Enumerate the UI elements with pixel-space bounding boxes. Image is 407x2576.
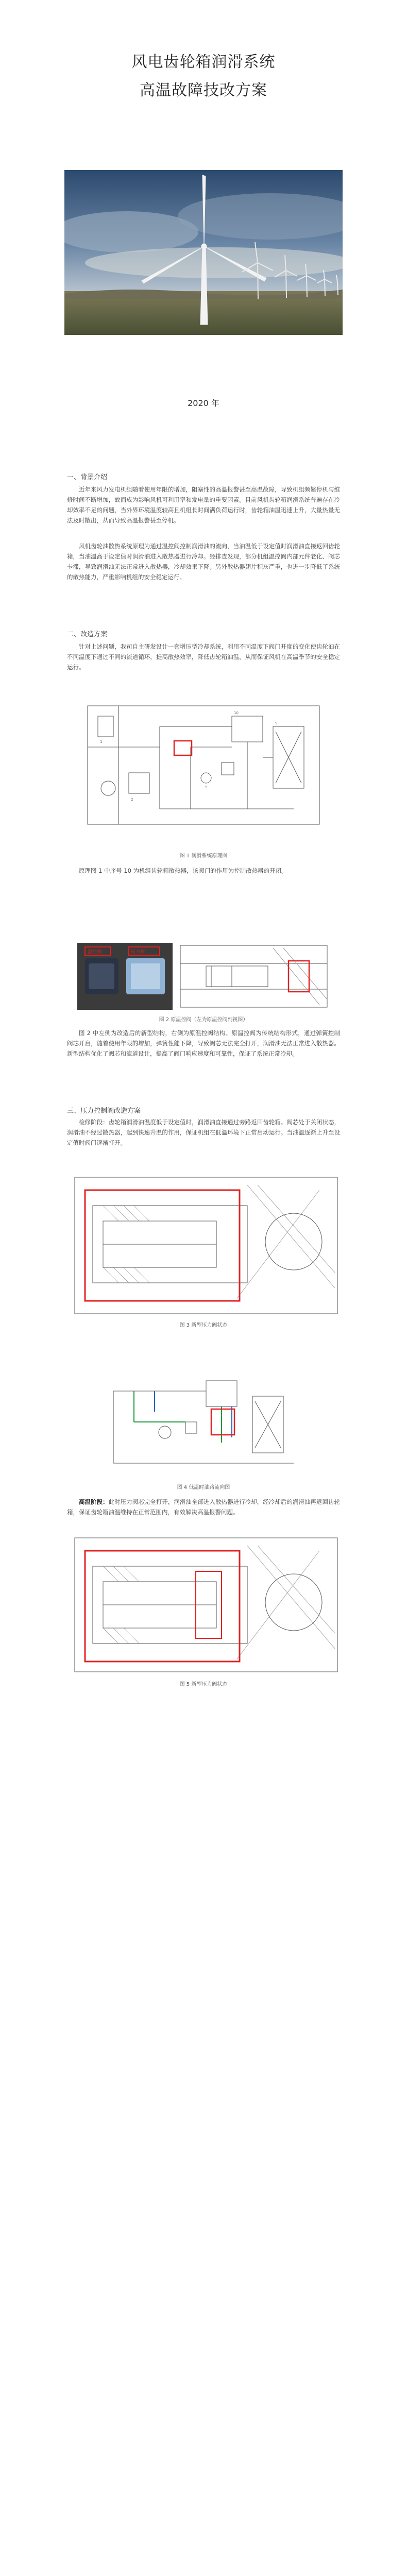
high-temp-text: 此时压力阀芯完全打开，润滑油全部进入散热器进行冷却，经冷却后的润滑油再返回齿轮箱，保证齿轮箱油温维持在正常范围内，有效解决高温报警问题。 [67, 1498, 341, 1516]
figure-2-valves [77, 943, 330, 1010]
svg-text:9: 9 [275, 721, 278, 725]
svg-text:5: 5 [205, 785, 208, 789]
doc-title-line1: 风电齿轮箱润滑系统 [131, 53, 276, 71]
section-heading-pressure-valve: 三、压力控制阀改造方案 [67, 1107, 141, 1115]
wind-farm-photo [64, 170, 343, 335]
section-heading-background: 一、背景介绍 [67, 473, 108, 481]
figure-4-flow-diagram [103, 1360, 304, 1476]
svg-text:10: 10 [234, 711, 239, 715]
paragraph-plan-3: 图 2 中左侧为改造后的新型结构，右侧为原温控阀结构。原温控阀为传统结构形式，通过弹簧控制阀芯开启，随着使用年限的增加，弹簧性能下降，导致阀芯无法完全打开，润滑油无法正常进入散热器。新型结构优化了阀芯和流道设计，提高了阀门响应速度和可靠性，保证了系统正常冷却。 [67, 1029, 340, 1057]
paragraph-plan-1: 针对上述问题，我司自主研发设计一套增压型冷却系统，利用不同温度下阀门开度的变化使齿轮油在不同温度下通过不同的流道循环，提高散热效率，降低齿轮箱油温，从而保证风机在高温季节的安全稳定运行。 [67, 643, 340, 671]
figure-3-valve-section [72, 1175, 340, 1316]
paragraph-plan-2: 原理图 1 中序号 10 为机组齿轮箱散热器，该阀门的作用为控制散热器的开闭。 [79, 867, 287, 874]
section-heading-plan: 二、改造方案 [67, 631, 108, 638]
svg-text:温控阀: 温控阀 [88, 950, 102, 955]
paragraph-pressure-1: 检修阶段：齿轮箱润滑油温度低于设定值时，润滑油直接通过旁路返回齿轮箱。阀芯处于关闭状态，润滑油不经过散热器，起到快速升温的作用，保证机组在低温环境下正常启动运行。当油温逐渐上升至设定值时阀门逐渐打开。 [67, 1118, 340, 1146]
svg-text:1: 1 [100, 740, 103, 744]
figure-3-caption: 图 3 新型压力阀状态 [179, 1323, 228, 1328]
figure-5-caption: 图 5 新型压力阀状态 [179, 1682, 228, 1687]
figure-1-caption: 图 1 润滑系统原理图 [179, 853, 228, 859]
doc-year: 2020 年 [188, 398, 219, 408]
paragraph-pressure-2 [67, 1497, 340, 1517]
figure-1-schematic [77, 685, 330, 845]
figure-5-valve-section [72, 1535, 340, 1674]
high-temp-label: 高温阶段： [79, 1498, 109, 1505]
svg-text:压力阀: 压力阀 [131, 950, 145, 955]
paragraph-background-1: 近年来风力发电机组随着使用年限的增加，阻塞性的高温报警甚至高温故障，导致机组频繁停机与维修时间不断增加，故而成为影响风机可利用率和发电量的重要因素。目前风机齿轮箱润滑系统普遍存在冷却效率不足的问题，当外界环境温度较高且机组长时间满负荷运行时，齿轮箱油温迅速上升，大量热量无法及时散出，从而导致高温报警甚至停机。 [67, 486, 340, 524]
svg-text:2: 2 [131, 798, 133, 802]
doc-title-line2: 高温故障技改方案 [140, 81, 267, 99]
figure-4-caption: 图 4 低温时油路流向图 [177, 1485, 230, 1490]
paragraph-background-2: 风机齿轮油散热系统原理为通过温控阀控制润滑油的流向，当油温低于设定值时润滑油直接返回齿轮箱，当油温高于设定值时润滑油进入散热器进行冷却。经排查发现，部分机组温控阀内部元件老化、阀芯卡滞，导致润滑油无法正常进入散热器，冷却效果下降。另外散热器翅片积灰严重，也进一步降低了系统的散热能力，严重影响机组的安全稳定运行。 [67, 543, 340, 581]
figure-2-caption: 图 2 原温控阀（左为原温控阀剖视图） [159, 1017, 248, 1023]
